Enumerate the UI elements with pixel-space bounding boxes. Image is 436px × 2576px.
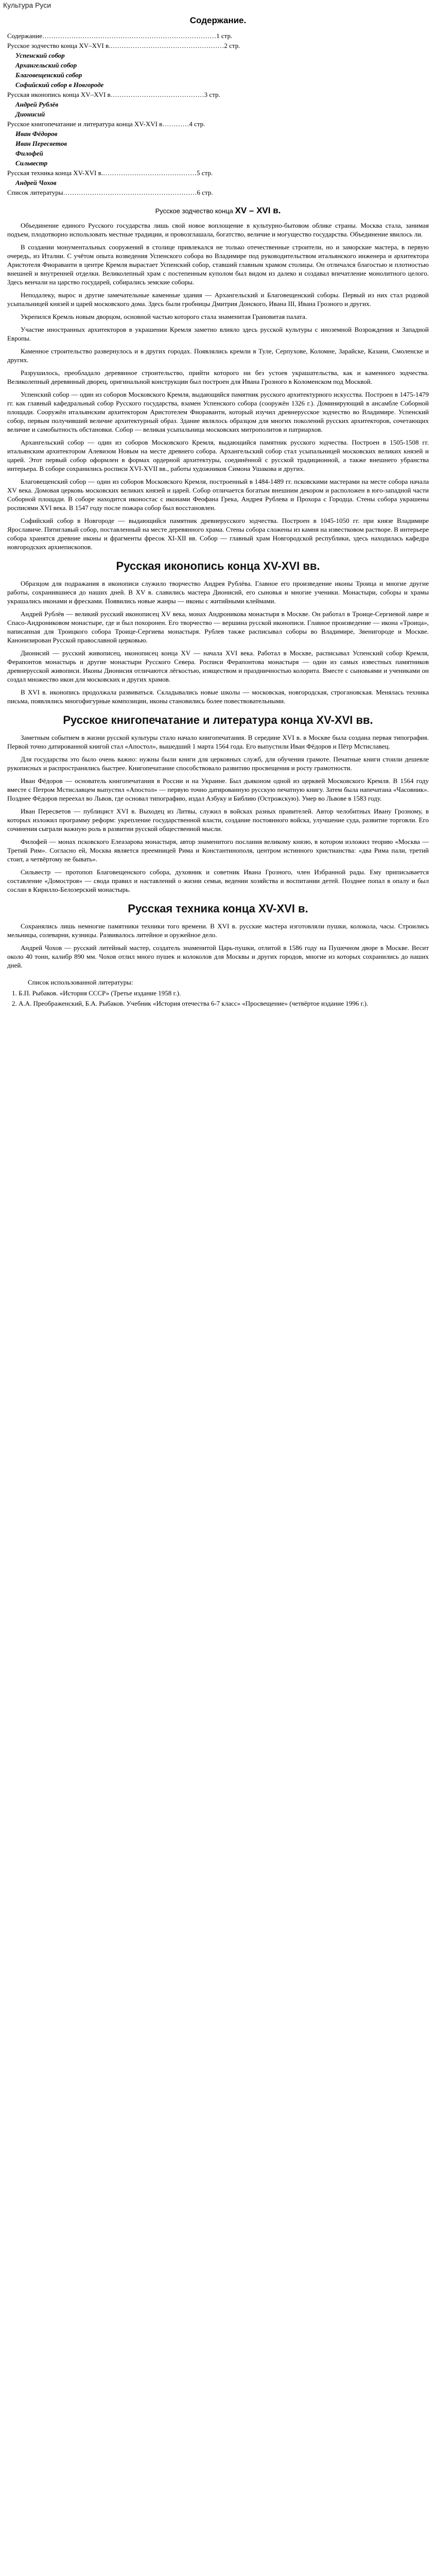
paragraph: Неподалеку, вырос и другие замечательные каменные здания — Архангельский и Благовещенский соборы. Первый из них стал родовой усыпальницей князей и царей московского дома. Здесь были гробницы Дмитрия Донского, Ивана III, Ивана Грозного и других. <box>7 291 429 308</box>
architecture-title-big: XV – XVI в. <box>235 206 281 215</box>
toc-entry: Содержание……………………………………………………………………1 стр. <box>7 32 233 40</box>
paragraph: Дионисий — русский живописец, иконописец конца XV — начала XVI века. Работал в Москве, расписывал Успенский собор Кремля, Ферапонтов монастырь и другие монастыри Русского Севера. Росписи Ферапонтова монастыря — один из самых известных памятников древнерусской живописи. Иконы Дионисия отличаются лёгкостью, изяществом и праздничностью колорита. Вместе с сыновьями и учениками он создал множество икон для московских и других храмов. <box>7 649 429 683</box>
icon-painting-title: Русская иконопись конца XV-XVI вв. <box>116 560 320 572</box>
section-architecture <box>7 206 429 551</box>
toc-subentry: Успенский собор <box>15 52 65 59</box>
section-references <box>7 978 429 1008</box>
paragraph: Иван Фёдоров — основатель книгопечатания в России и на Украине. Был дьяконом одной из церквей Московского Кремля. В 1564 году вместе с Петром Мстиславцем выпустил «Апостол» — первую точно датированную русскую печатную книгу. Затем была напечатана «Часовник». Позднее Фёдоров переехал во Львов, где основал типографию, издал Азбуку и Библию (Острожскую). Умер во Львове в 1583 году. <box>7 777 429 802</box>
paragraph: Андрей Рублёв — великий русский иконописец XV века, монах Андроникова монастыря в Москве. Он работал в Троице-Сергиевой лавре и Спасо-Андрониковом монастыре, где и был похоронен. Его творчество — вершина русской иконописи. Главное произведение — икона «Троица», написанная для Троицкого собора Троице-Сергиева монастыря. Рублев также расписывал соборы во Владимире, Звенигороде и Москве. Канонизирован Русской православной церковью. <box>7 610 429 644</box>
book-printing-title: Русское книгопечатание и литература конца XV-XVI вв. <box>63 714 373 726</box>
architecture-title-prefix: Русское зодчество конца <box>155 207 233 215</box>
technology-text <box>7 922 429 970</box>
paragraph: Образцом для подражания в иконописи служило творчество Андрея Рублёва. Главное его произведение иконы Троица и многие другие работы, сохранившиеся до наших дней. В XV в. славились мастера Дионисий, его сыновья и многие ученики. Монастыри, соборы и храмы украшались иконами и фресками. Появились новые жанры — иконы с житийными клеймами. <box>7 580 429 605</box>
paragraph: Благовещенский собор — один из соборов Московского Кремля, построенный в 1484-1489 гг. псковскими мастерами на месте собора начала XV века. Домовая церковь московских великих князей и царей. Собор отличается богатым внешним декором и расположен в юго-западной части Соборной площади. В соборе находится иконостас с иконами Феофана Грека, Андрея Рублева и Прохора с Городца. Стены собора украшены росписями XVI века. В 1547 году после пожара собор был восстановлен. <box>7 478 429 512</box>
reference-item: 1. Б.П. Рыбаков. «История СССР» (Третье издание 1958 г.). <box>19 989 429 997</box>
toc-subentry: Андрей Рублёв <box>15 100 59 108</box>
paragraph: В создании монументальных сооружений в столице привлекался не только отечественные строители, но и заморские мастера, в первую очередь, из Италии. С учётом опыта возведения Успенского собора во Владимире под руководительством итальянского инженера и архитектора Аристотеля Фиораванти в центре Кремля вырастает Успенский собор, ставший главным храмом столицы. Он отличался благостью и плотностью внешней и внутренней отделки. Великолепный храм с постепенным куполом был видом из далеко и создавал впечатление монолитного целого. Здесь венчали на царство государей, собирались земские соборы. <box>7 243 429 286</box>
references-title: Список использованной литературы: <box>28 978 133 986</box>
toc-subentry: Иван Фёдоров <box>15 130 58 138</box>
paragraph: Укрепился Кремль новым дворцом, основной частью которого стала знаменитая Грановитая палата. <box>21 313 307 320</box>
paragraph: Софийский собор в Новгороде — выдающийся памятник древнерусского зодчества. Построен в 1045-1050 гг. при князе Владимире Ярославиче. Пятиглавый собор, поставленный на месте деревянного храма. Стены собора сложены из камня на известковом растворе. В интерьере собора хранятся древние иконы и фрагменты фресок XI-XII вв. Собор — главный храм Новгородской республики, здесь находилась кафедра новгородских архиепископов. <box>7 517 429 551</box>
toc-entry: Русская иконопись конца XV–XVI в……………………………………3 стр. <box>7 91 220 98</box>
toc-subentry: Филофей <box>15 149 43 157</box>
toc-entry: Русское зодчество конца XV–XVI в.……………………………………………2 стр. <box>7 42 240 49</box>
toc-subentry: Благовещенский собор <box>15 71 82 79</box>
paragraph: Иван Пересветов — публицист XVI в. Выходец из Литвы, служил в войсках разных правителей. Автор челобитных Ивану Грозному, в которых изложил программу реформ: укрепление государственной власти, создание постоянного войска, улучшение суда, развитие торговли. Его сочинения сыграли важную роль в развитии русской общественной мысли. <box>7 807 429 833</box>
paragraph: Андрей Чохов — русский литейный мастер, создатель знаменитой Царь-пушки, отлитой в 1586 году на Пушечном дворе в Москве. Весит около 40 тонн, калибр 890 мм. Чохов отлил много пушек и колоколов для Москвы и других городов, многие из которых сохранились до наших дней. <box>7 944 429 969</box>
toc-subentry: Иван Пересветов <box>15 140 67 147</box>
toc-subentry: Сильвестр <box>15 159 48 167</box>
paragraph: Каменное строительство развернулось и в других городах. Появлялись кремли в Туле, Серпухове, Коломне, Зарайске, Казани, Смоленске и других. <box>7 347 429 364</box>
technology-title: Русская техника конца XV-XVI в. <box>128 902 308 915</box>
toc-entry: Русское книгопечатание и литература конца XV-XVI в…………4 стр. <box>7 120 205 128</box>
references-list <box>19 989 429 1008</box>
toc-subentry: Андрей Чохов <box>15 179 57 187</box>
paragraph: Успенский собор — один из соборов Московского Кремля, выдающийся памятник русского архитектурного искусства. Построен в 1475-1479 гг. как главный кафедральный собор Русского государства, взамен Успенского собора (сооружён 1326 г.). Доминирующий в ансамбле Соборной площади. Сооружён итальянским архитектором Аристотелем Фиораванти, который изучил древнерусское зодчество во Владимире. Успенский собор, первым получивший величие архитектурный образ. Здание являлось образцом для многих поколений русских архитекторов, сочетающих величие и самобытность обстановки. Собор — великая усыпальница московских митрополитов и патриархов. <box>7 391 429 433</box>
toc-subentry: Архангельский собор <box>15 61 77 69</box>
paragraph: Участие иностранных архитекторов в украшении Кремля заметно влияло здесь русской культуры с иноземной Возрождения и Западной Европы. <box>7 326 429 342</box>
main-title: Содержание. <box>189 15 247 25</box>
toc-subentry: Софийский собор в Новгороде <box>15 81 104 89</box>
table-of-contents <box>7 31 429 197</box>
reference-item: 2. А.А. Преображенский, Б.А. Рыбаков. Учебник «История отечества 6-7 класс» «Просвещение» (четвёртое издание 1996 г.). <box>19 999 429 1008</box>
section-book-printing <box>7 714 429 894</box>
paragraph: Для государства это было очень важно: нужны были книги для церковных служб, для обучения грамоте. Печатные книги стоили дешевле рукописных и распространялись быстрее. Книгопечатание способствовало развитию просвещения и росту грамотности. <box>7 755 429 772</box>
book-printing-text <box>7 733 429 894</box>
paragraph: Архангельский собор — один из соборов Московского Кремля, выдающийся памятник русского зодчества. Построен в 1505-1508 гг. итальянским архитектором Алевизом Новым на месте древнего собора. Архангельский собор стал усыпальницей московских великих князей и царей. Этот первый собор оформлен в формах ордерной архитектуры, соединённой с русской традиционной, а также внешнего убранства интерьера. В соборе сохранились росписи XVI-XVII вв., работы художников Симона Ушакова и других. <box>7 438 429 472</box>
paragraph: Разрушилось, преобладало деревянное строительство, прийти которого ни без устоев украшательства, как и каменного зодчества. Великолепный деревянный дворец, оригинальной конструкции был построен для Ивана Грозного в Коломенском под Москвой. <box>7 369 429 385</box>
architecture-text <box>7 221 429 551</box>
section-icon-painting <box>7 560 429 705</box>
toc-entry: Русская техника конца XV-XVI в.……………………………………5 стр. <box>7 169 213 177</box>
section-technology <box>7 902 429 970</box>
icon-painting-text <box>7 579 429 705</box>
document-body <box>0 15 436 1008</box>
paragraph: Филофей — монах псковского Елеазарова монастыря, автор знаменитого послания великому князю, в котором изложил теорию «Москва — Третий Рим». Согласно ей, Москва является преемницей Рима и Константинополя, центром истинного христианства: «два Рима пали, третий стоит, а четвёртому не бывать». <box>7 838 429 863</box>
site-title: Культура Руси <box>3 1 51 9</box>
toc-subentry: Дионисий <box>15 110 45 118</box>
architecture-title <box>7 206 429 216</box>
paragraph: Сильвестр — протопоп Благовещенского собора, духовник и советник Ивана Грозного, член Избранной рады. Ему приписывается составление «Домостроя» — свода правил и наставлений о жизни семьи, ведении хозяйства и воспитании детей. Позднее попал в опалу и был сослан в Кирилло-Белозерский монастырь. <box>7 868 429 893</box>
paragraph: Объединение единого Русского государства лишь свой новое воплощение в культурно-бытовом облике страны. Москва стала, занимая подъем, плодотворно использовать местные традиции, и провозглашала, богатство, величие и могущество государства. Объединение явилось ли. <box>7 222 429 238</box>
toc-entry: Список литературы……………………………………………………6 стр. <box>7 189 213 196</box>
paragraph: Сохранялись лишь немногие памятники техники того времени. В XVI в. русские мастера изготовляли пушки, колокола, часы. Строились мельницы, солеварни, кузницы. Развивалось литейное и оружейное дело. <box>7 922 429 939</box>
paragraph: Заметным событием в жизни русской культуры стало начало книгопечатания. В середине XVI в. в Москве была создана первая типография. Первой точно датированной книгой стал «Апостол», вышедший 1 марта 1564 года. Его выпустили Иван Фёдоров и Пётр Мстиславец. <box>7 734 429 750</box>
paragraph: В XVI в. иконопись продолжала развиваться. Складывались новые школы — московская, новгородская, строгановская. Менялась техника письма, появлялись многофигурные композиции, иконы становились более повествовательными. <box>7 688 429 705</box>
